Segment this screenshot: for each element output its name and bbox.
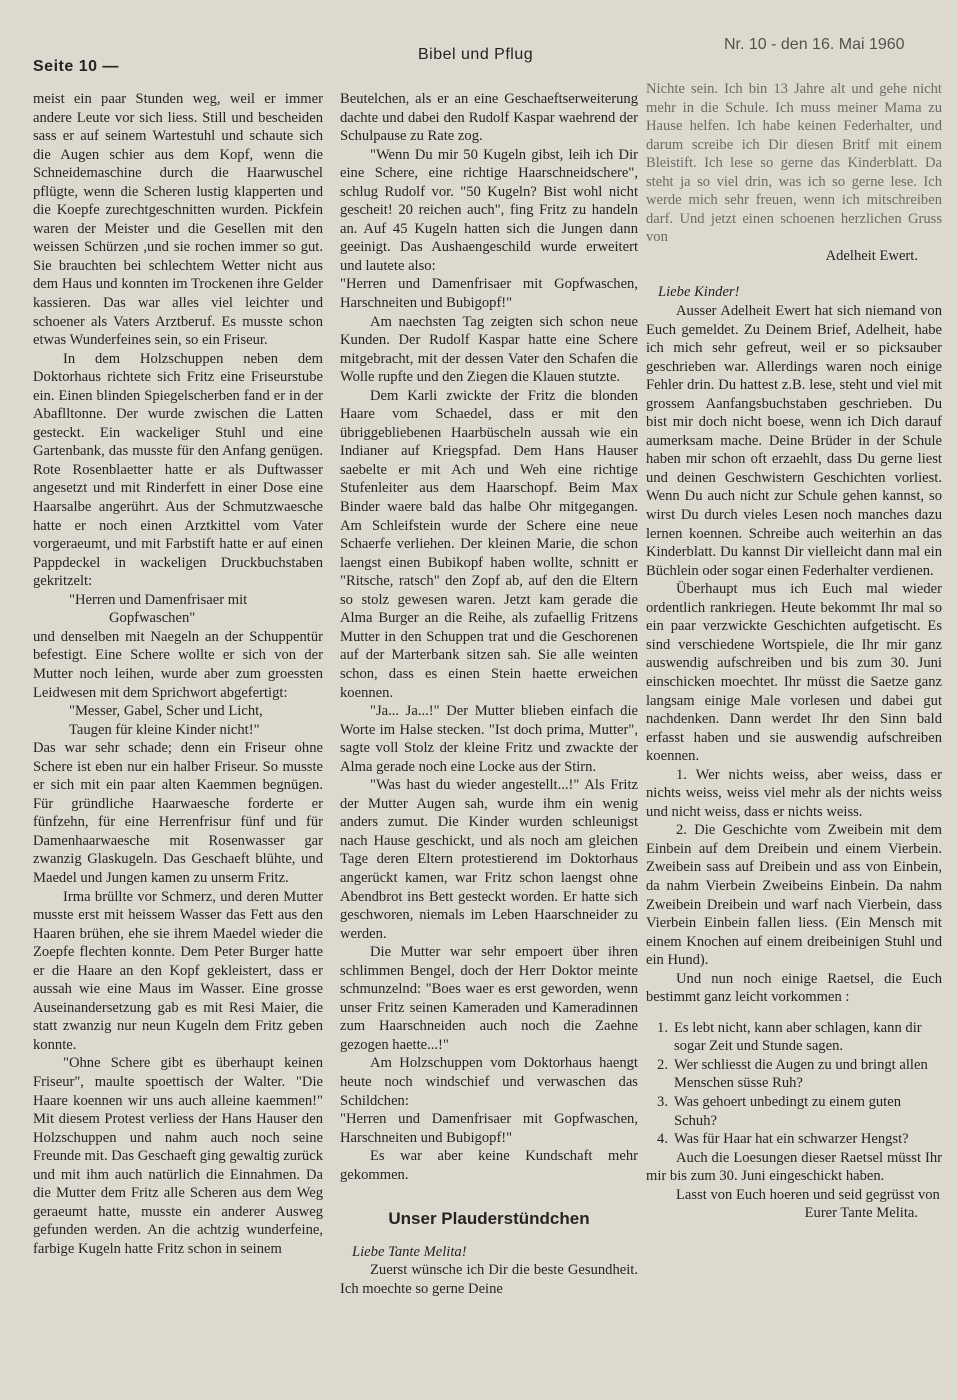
letter-paragraph: Nichte sein. Ich bin 13 Jahre alt und gehe nicht mehr in die Schule. Ich muss meiner Mama zu Hause helfen. Ich habe keinen Federhalter, und darum screibe ich Dir diesen Britf mit einem Bleistift. Ich lese so gerne das Kinderblatt. Da steht ja so viel drin, was ich so gerne lese. Ich werde mich sehr freuen, wenn ich mitschreiben darf. Und jetzt einen schoenen herzlichen Gruss von (646, 81, 942, 246)
story-paragraph: Am naechsten Tag zeigten sich schon neue Kunden. Der Rudolf Kaspar hatte eine Schere mitgebracht, mit der dessen Vater den Schafen die Wolle rupfte und den Ziegen die Klauen stutzte. (340, 313, 638, 386)
proverb-line: Taugen für kleine Kinder nicht!" (69, 721, 260, 738)
section-title: Unser Plauderstündchen (388, 1209, 590, 1229)
letter-paragraph: Zuerst wünsche ich Dir die beste Gesundheit. Ich moechte so gerne Deine (340, 1262, 638, 1297)
story-paragraph: Beutelchen, als er an eine Geschaeftserweiterung dachte und dabei den Rudolf Kaspar waehrend der Schulpause zu Rate zog. (340, 91, 638, 145)
reply-paragraph: Überhaupt mus ich Euch mal wieder ordentlich rankriegen. Heute bekommt Ihr mal so ein paar verzwickte Geschichten aufgetischt. Es sind verschiedene Wortspiele, die Ihr mir ganz auswendig aufschreiben und bis zum 30. Juni einschicken moechtet. Ihr müsst die Saetze ganz langsam einige Male vorlesen und dabei gut nachdenken. Dann werdet Ihr den Sinn bald erfasst haben und sie auswendig aufschreiben koennen. (646, 581, 942, 765)
publication-title: Bibel und Pflug (418, 46, 534, 63)
reply-paragraph: Und nun noch einige Raetsel, die Euch bestimmt ganz leicht vorkommen : (646, 970, 942, 1006)
reply-paragraph: Ausser Adelheit Ewert hat sich niemand von Euch gemeldet. Zu Deinem Brief, Adelheit, habe ich mich sehr gefreut, weil er so picksauber geschrieben war. Allerdings waren noch einige Fehler drin. Du hattest z.B. lese, steht und viel mit grossem Aanfangsbuchstaben geschrieben. Du bist mir doch nicht boese, wenn ich Dich darauf aumerksam mache. Deine Brüder in der Schule haben mir schon oft erzaehlt, dass Du gerne liest und deinen Geschwistern Geschichten vorliest. Wenn Du auch nicht zur Schule gehen kannst, so wirst Du durch vieles Lesen noch manches dazu lernen koennen. Schreibe auch weiterhin an das Kinderblatt. Du kannst Dir vielleicht dann mal ein Büchlein oder sogar einen Federhalter verdienen. (646, 303, 942, 579)
proverb-line: "Messer, Gabel, Scher und Licht, (69, 703, 263, 720)
reply-paragraph: Auch die Loesungen dieser Raetsel müsst Ihr mir bis zum 30. Juni eingeschickt haben. (646, 1149, 942, 1185)
story-paragraph: meist ein paar Stunden weg, weil er immer andere Leute vor sich liess. Still und bescheiden sass er auf seinem Wartestuhl und schaute sich die Augen schier aus dem Kopf, wenn die Schneidemaschine durch die Haarwuschel pflügte, wenn die Scheren lustig klapperten und die Koepfe zurechtgeschnitten wurden. Pickfein waren der Meister und die Gesellen mit den weissen Schürzen ,und sie rochen immer so gut. Sie brauchten bei schlechtem Wetter nicht aus dem Haus und konnten im Trockenen ihre Gelder kassieren. Das war alles viel leichter und schoener als Vaters Arztberuf. Es musste schon etwas Wunderfeines sein, so ein Friseur. (33, 91, 323, 349)
wordplay-2: 2. Die Geschichte vom Zweibein mit dem Einbein auf dem Dreibein und einem Vierbein. Zweibein sass auf Dreibein und ass von Einbein, da nahm Vierbein Zweibeins Einbein. Da nahm Zweibein Dreibein und warf nach Vierbein, dass Vierbein Einbein fallen liess. (Ein Mensch mit einem Knochen auf einem dreibeinigen Stuhl und ein Hund). (646, 822, 942, 969)
story-paragraph: In dem Holzschuppen neben dem Doktorhaus richtete sich Fritz eine Friseurstube ein. Einen blinden Spiegelscherben fand er in der Abaflltonne. Der wurde zwischen die Latten gesteckt. Ein wackeliger Stuhl und eine Gartenbank, das musste für den Anfang genügen. Rote Rosenblaetter hatte er als Duftwasser angesetzt und mit Rinderfett in einer Dose eine Haarsalbe angerührt. Aus der Schmutzwaesche hatte er noch einen Arztkittel vom Vater vorgeraeumt, und mit Farbstift hatte er auf einen Pappdeckel in wackeligen Druckbuchstaben gekritzelt: (33, 350, 323, 590)
reply-signature: Eurer Tante Melita. (804, 1205, 918, 1222)
riddle-item: 2. Wer schliesst die Augen zu und bringt allen Menschen süsse Ruh? (657, 1056, 928, 1092)
riddle-item: 4. Was für Haar hat ein schwarzer Hengst? (657, 1131, 909, 1148)
story-paragraph: Dem Karli zwickte der Fritz die blonden Haare vom Schaedel, dass er mit den übriggebliebenen Haarbüscheln aussah wie ein Indianer auf Kriegspfad. Dem Hans Hauser saebelte er mit Ach und Weh eine richtige Stufenleiter aus dem Haarschopf. Beim Max Binder waere bald das halbe Ohr mitgegangen. Am Schleifstein wurde der Schere eine neue Schaerfe verliehen. Der kleinen Marie, die schon laengst einen Bubikopf haben wollte, schnitt er "Ritsche, ratsch" den Zopf ab, auf den die Eltern so stolz gewesen waren. Jetzt kam gerade die Alma Burger an die Reihe, als zufaellig Fritzens Mutter in den Schuppen trat und die Geschorenen auf der Marterbank sitzen sah. Sie alle weinten schon, dass es einen Stein haette erweichen koennen. (340, 387, 638, 701)
column-3 (646, 80, 942, 1223)
riddle-item: 1. Es lebt nicht, kann aber schlagen, kann dir sogar Zeit und Stunde sagen. (657, 1019, 922, 1055)
sign-text: "Herren und Damenfrisaer mit Gopfwaschen, Harschneiten und Bubigopf!" (340, 276, 638, 312)
riddle-item: 3. Was gehoert unbedingt zu einem guten Schuh? (657, 1093, 901, 1129)
sign-text-line: Gopfwaschen" (109, 610, 196, 627)
story-paragraph: "Ohne Schere gibt es überhaupt keinen Friseur", maulte spoettisch der Walter. "Die Haare koennen wir uns auch alleine kaemmen!" Mit diesem Protest verliess der Hans Hauser den Holzschuppen und nahm auch noch seine Freunde mit. Das Geschaeft ging gewaltig zurück und mit ihm auch natürlich die Einnahmen. Da die Mutter dem Fritz alle Scheren aus dem Weg geraeumt hatte, musste ein anderer Ausweg gefunden werden. An die achtzig wunderfeine, farbige Kugeln hatte Fritz schon in seinem (33, 1055, 323, 1257)
story-paragraph: "Wenn Du mir 50 Kugeln gibst, leih ich Dir eine Schere, eine richtige Haarschneidschere", schlug Rudolf vor. "50 Kugeln? Bist wohl nicht gescheit! 20 reichen auch", fing Fritz zu handeln an. Auf 45 Kugeln hatten sich die Jungen dann geeinigt. Das Aushaengeschild wurde erweitert und lautete also: (340, 146, 638, 274)
issue-date: Nr. 10 - den 16. Mai 1960 (724, 36, 905, 53)
story-paragraph: Das war sehr schade; denn ein Friseur ohne Schere ist eben nur ein halber Friseur. So musste er sich mit ein paar alten Kaemmen begnügen. Für gründliche Haarwaesche forderte er fünfzehn, für eine Herrenfrisur fünf und für Damenhaarwaesche mit Rosenwasser gar zwanzig Glaskugeln. Das Geschaeft blühte, und Maedel und Jungen kamen zu unserm Fritz. (33, 740, 323, 886)
story-paragraph: Irma brüllte vor Schmerz, und deren Mutter musste erst mit heissem Wasser das Fett aus den Haaren brühen, ehe sie ihrem Maedel wieder die Zoepfe flechten konnte. Dem Peter Burger hatte er die Haare an den Kopf gekleistert, dass er aussah wie eine Maus im Wasser. Eine grosse Auseinandersetzung gab es mit Resi Maier, die statt zwanzig nur neun Kugeln dem Fritz geben konnte. (33, 888, 323, 1053)
riddle-list (646, 1019, 942, 1149)
page-number: Seite 10 — (33, 58, 119, 75)
wordplay-1: 1. Wer nichts weiss, aber weiss, dass er nichts weiss, weiss viel mehr als der nichts weiss und nicht weiss, dass er nichts weiss. (646, 766, 942, 820)
letter-salutation: Liebe Tante Melita! (352, 1243, 467, 1260)
column-1 (33, 90, 323, 1258)
story-paragraph: Es war aber keine Kundschaft mehr gekommen. (340, 1148, 638, 1183)
page-header (0, 36, 957, 80)
reply-salutation: Liebe Kinder! (658, 284, 740, 301)
column-2 (340, 90, 638, 1298)
story-paragraph: und denselben mit Naegeln an der Schuppentür befestigt. Eine Schere wollte er sich von der Mutter noch leihen, wurde aber zum groessten Leidwesen mit dem Sprichwort abgefertigt: (33, 628, 323, 701)
story-paragraph: Am Holzschuppen vom Doktorhaus haengt heute noch windschief und verwaschen das Schildchen: (340, 1055, 638, 1109)
sign-text-line: "Herren und Damenfrisaer mit (69, 591, 248, 608)
sign-text: "Herren und Damenfrisaer mit Gopfwaschen, Harschneiten und Bubigopf!" (340, 1111, 638, 1146)
story-paragraph: "Was hast du wieder angestellt...!" Als Fritz der Mutter Augen sah, wurde ihm ein wenig anders zumut. Die Kinder wurden schleunigst nach Hause geschickt, und als noch am gleichen Tage deren Eltern protestierend im Doktorhaus angerückt kamen, war Fritz schon laengst ohne Abendbrot ins Bett gesteckt worden. Er hatte sich geschworen, niemals im Leben Haarschneider zu werden. (340, 777, 638, 942)
story-paragraph: "Ja... Ja...!" Der Mutter blieben einfach die Worte im Halse stecken. "Ist doch prima, Mutter", sagte voll Stolz der kleine Fritz und zwackte der Alma gerade noch eine Locke aus der Stirn. (340, 703, 638, 775)
story-paragraph: Die Mutter war sehr empoert über ihren schlimmen Bengel, doch der Herr Doktor meinte schmunzelnd: "Boes waer es erst geworden, wenn unser Fritz seinen Kameraden und Kameradinnen zum Haarschneiden auch noch die Zaehne gezogen haette...!" (340, 944, 638, 1053)
letter-signature: Adelheit Ewert. (825, 247, 918, 264)
spacer (646, 265, 942, 283)
reply-paragraph: Lasst von Euch hoeren und seid gegrüsst von (676, 1186, 940, 1203)
